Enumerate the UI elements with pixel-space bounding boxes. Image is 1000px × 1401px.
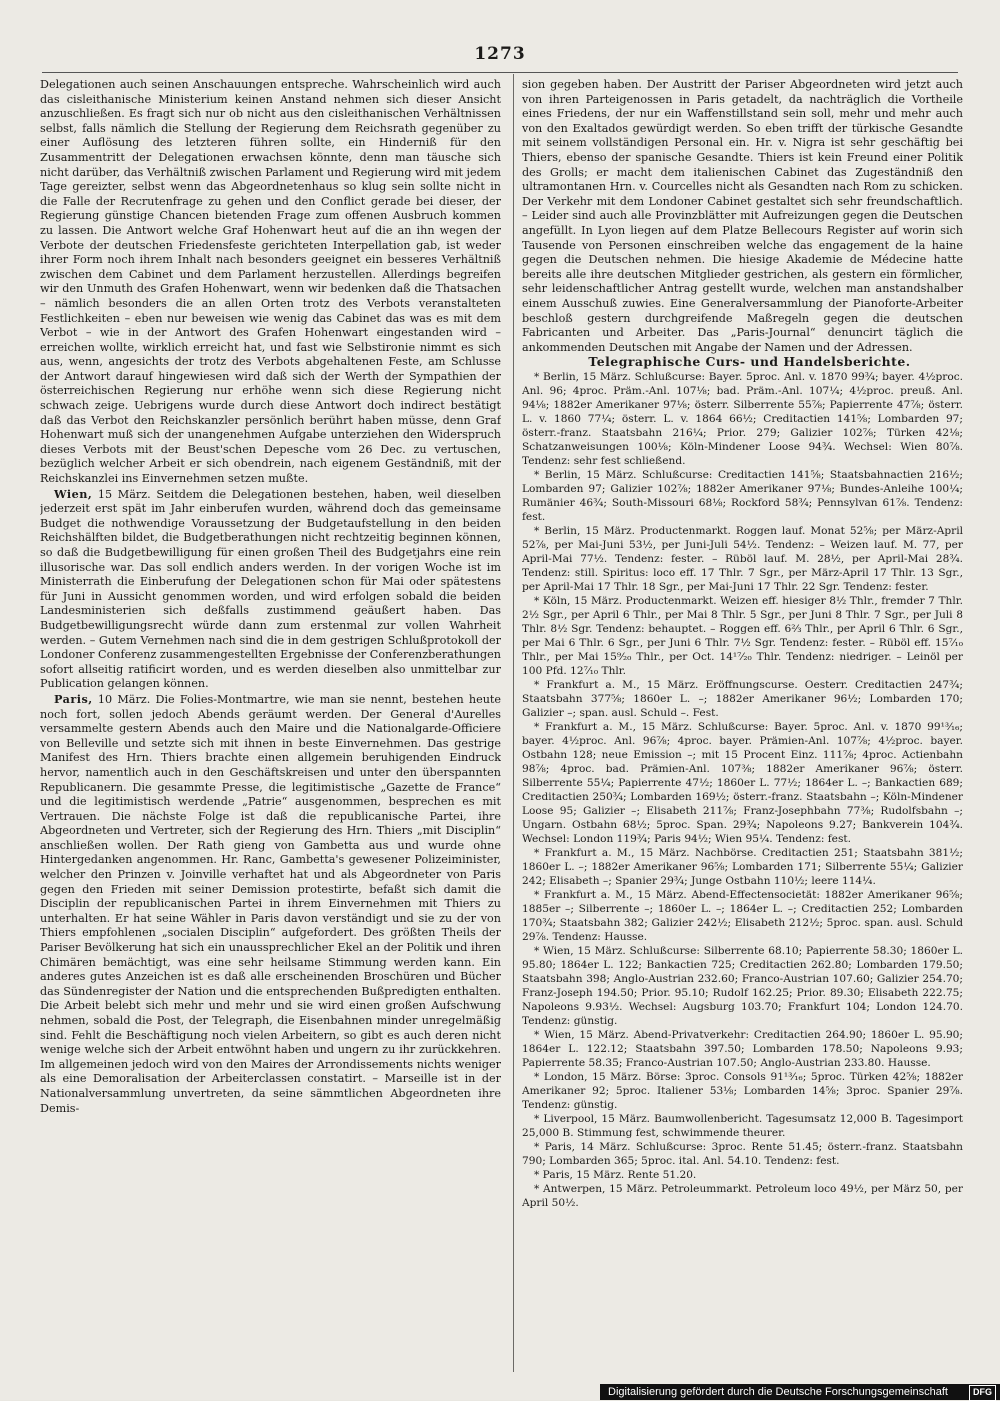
header-rule: [42, 72, 958, 73]
column-divider: [513, 74, 514, 1372]
dateline-date: 15 März.: [97, 487, 151, 501]
market-report: * Antwerpen, 15 März. Petroleummarkt. Petroleum loco 49½, per März 50, per April 50½.: [522, 1182, 963, 1209]
page-number: 1273: [474, 44, 526, 64]
wien-article: [40, 487, 501, 692]
article-paragraph: Delegationen auch seinen Anschauungen entspreche. Wahrscheinlich wird auch das cisleithanische Ministerium keinen Anstand nehmen sich dieser Ansicht anzuschließen. Es fragt sich nur ob nicht aus den cisleithanischen Verhältnissen selbst, falls nämlich die Stellung der Regierung dem Reichsrath gegenüber zu einer Auflösung des letzteren führen sollte, ein Hinderniß für den Zusammentritt der Delegationen erwachsen könnte, denn man täusche sich nicht darüber, das Verhältniß zwischen Parlament und Regierung wird mit jedem Tage gereizter, selbst wenn das Abgeordnetenhaus so klug sein sollte nicht in die Falle der Recrutenfrage zu gehen und den Conflict gerade bei dieser, der Regierung günstige Chancen bietenden Frage zum offenen Ausbruch kommen zu lassen. Die Antwort welche Graf Hohenwart heut auf die an ihn wegen der Verbote der deutschen Friedensfeste gerichteten Interpellation gab, ist weder ihrer Form noch ihrem Inhalt nach besonders geeignet ein besseres Verhältniß zwischen dem Cabinet und dem Parlament herzustellen. Allerdings begreifen wir den Unmuth des Grafen Hohenwart, wenn wir bedenken daß die Thatsachen – nämlich besonders die an allen Orten trotz des Verbots veranstalteten Festlichkeiten – eben nur beweisen wie wenig das Cabinet das was es mit dem Verbot – wie in der Antwort des Grafen Hohenwart eingestanden wird – erreichen wollte, wirklich erreicht hat, und fast wie Selbstironie nimmt es sich aus, wenn, angesichts der trotz des Verbots abgehaltenen Feste, am Schlusse der Antwort darauf hingewiesen wird daß sich der Werth der Sympathien der österreichischen Regierung nur erhöhe wenn sich diese Regierung nicht schwach zeige. Uebrigens wurde durch diese Antwort doch indirect bestätigt daß das Verbot den Reichskanzler persönlich berührt haben müsse, denn Graf Hohenwart muß sich der unangenehmen Aufgabe unterziehen den Widerspruch dieses Verbots mit der Beust'schen Depesche vom 26 Dec. zu vertuschen, bezüglich welcher Arbeit er sich obendrein, nach eigenem Geständniß, mit der Reichskanzlei ins Einvernehmen setzen mußte.: [40, 78, 501, 486]
article-continuation: sion gegeben haben. Der Austritt der Pariser Abgeordneten wird jetzt auch von ihren Parteigenossen in Paris getadelt, da nachträglich die Vortheile eines Friedens, der nur ein Waffenstillstand sein soll, mehr und mehr auch von den Exaltados gewürdigt werden. So eben trifft der türkische Gesandte mit seinem vollständigen Personal ein. Hr. v. Nigra ist sehr geschäftig bei Thiers, ebenso der spanische Gesandte. Thiers ist kein Freund einer Politik des Grolls; er macht dem italienischen Cabinet das Zugeständniß den ultramontanen Hrn. v. Courcelles nicht als Gesandten nach Rom zu schicken. Der Verkehr mit dem Londoner Cabinet gestaltet sich sehr freundschaftlich. – Leider sind auch alle Provinzblätter mit Aufreizungen gegen die Deutschen angefüllt. In Lyon liegen auf dem Platze Bellecours Register auf worin sich Tausende von Personen einschreiben welche das engagement de la haine gegen die Deutschen nehmen. Die hiesige Akademie de Médecine hatte bereits alle ihre deutschen Mitglieder gestrichen, als gestern ein förmlicher, sehr leidenschaftlicher Antrag gestellt wurde, welchen man anstandshalber einem Ausschuß zuwies. Eine Generalversammlung der Pianoforte-Arbeiter beschloß gestern durchgreifende Maßregeln gegen die deutschen Fabricanten und Arbeiter. Das „Paris-Journal“ denuncirt täglich die ankommenden Deutschen mit Angabe der Namen und der Adressen.: [522, 78, 963, 354]
market-report: * Wien, 15 März. Schlußcurse: Silberrente 68.10; Papierrente 58.30; 1860er L. 95.80; 1864er L. 122; Bankactien 725; Creditactien 262.80; Lombarden 179.50; Staatsbahn 398; Anglo-Austrian 232.60; Franco-Austrian 107.60; Galizier 254.70; Franz-Joseph 194.50; Prior. 95.10; Rudolf 162.25; Prior. 89.30; Elisabeth 222.75; Napoleons 9.93½. Wechsel: Augsburg 103.70; Frankfurt 104; London 124.70. Tendenz: günstig.: [522, 944, 963, 1027]
market-report: * Köln, 15 März. Productenmarkt. Weizen eff. hiesiger 8½ Thlr., fremder 7 Thlr. 2½ Sgr., per April 6 Thlr., per Mai 8 Thlr. 5 Sgr., per Juni 8 Thlr. 7 Sgr., per Juli 8 Thlr. 8½ Sgr. Tendenz: behauptet. – Roggen eff. 6⅔ Thlr., per April 6 Thlr. 6 Sgr., per Mai 6 Thlr. 6 Sgr., per Juni 6 Thlr. 7½ Sgr. Tendenz: fester. – Rüböl eff. 15⁷⁄₁₀ Thlr., per Mai 15⁹⁄₂₀ Thlr., per Oct. 14¹⁷⁄₂₀ Thlr. Tendenz: niedriger. – Leinöl per 100 Pfd. 12⁷⁄₁₀ Thlr.: [522, 594, 963, 677]
footer-text: Digitalisierung gefördert durch die Deutsche Forschungsgemeinschaft: [608, 1386, 948, 1398]
right-column: [522, 78, 963, 1368]
dateline-paris: Paris,: [54, 691, 93, 706]
paris-article: [40, 692, 501, 1116]
market-report: * Berlin, 15 März. Schlußcurse: Bayer. 5proc. Anl. v. 1870 99¾; bayer. 4½proc. Anl. 96; 4proc. Präm.-Anl. 107⅛; bad. Präm.-Anl. 107¼; 4½proc. preuß. Anl. 94⅛; 1882er Amerikaner 97⅛; österr. Silberrente 55⅞; Papierrente 47⅞; österr. L. v. 1860 77¼; österr. L. v. 1864 66½; Creditactien 141⅝; Lombarden 97; österr.-franz. Staatsbahn 216¼; Prior. 279; Galizier 102⅞; Türken 42⅛; Schatzanweisungen 100⅛; Köln-Mindener Loose 94¾. Wechsel: Wien 80⅞. Tendenz: sehr fest schließend.: [522, 370, 963, 467]
market-report: * Berlin, 15 März. Productenmarkt. Roggen lauf. Monat 52⅝; per März-April 52⅞, per Mai-Juni 53½, per Juni-Juli 54½. Tendenz: – Weizen lauf. M. 77, per April-Mai 77½. Tendenz: fester. – Rüböl lauf. M. 28½, per April-Mai 28¾. Tendenz: still. Spiritus: loco eff. 17 Thlr. 7 Sgr., per März-April 17 Thlr. 13 Sgr., per April-Mai 17 Thlr. 18 Sgr., per Mai-Juni 17 Thlr. 22 Sgr. Tendenz: fester.: [522, 524, 963, 593]
market-report: * Wien, 15 März. Abend-Privatverkehr: Creditactien 264.90; 1860er L. 95.90; 1864er L. 122.12; Staatsbahn 397.50; Lombarden 178.50; Napoleons 9.93; Papierrente 58.35; Franco-Austrian 107.50; Anglo-Austrian 233.80. Hausse.: [522, 1028, 963, 1069]
paris-article-text: Die Folies-Montmartre, wie man sie nennt, bestehen heute noch fort, sollen jedoch Abends geräumt werden. Der General d'Aurelles versammelte gestern Abends auch den Maire und die Nationalgarde-Officiere von Belleville und setzte sich mit ihnen in beste Einvernehmen. Das gestrige Manifest des Hrn. Thiers brachte einen allgemein beruhigenden Eindruck hervor, namentlich auch in den Geschäftskreisen und unter den überspannten Republicanern. Die gesammte Presse, die legitimistische „Gazette de France“ und die legitimistisch werdende „Patrie“ ausgenommen, besprechen es mit Vertrauen. Die nächste Folge ist daß die republicanische Partei, ihre Abgeordneten und Vertreter, sich der Regierung des Hrn. Thiers „mit Disciplin“ anschließen wollen. Der Rath gieng von Gambetta aus und wurde ohne Hintergedanken angenommen. Hr. Ranc, Gambetta's gewesener Polizeiminister, welcher den Prinzen v. Joinville verhaftet hat und als Abgeordneter von Paris gegen den Frieden mit seiner Demission protestirte, befaßt sich damit die Disciplin der republicanischen Partei in ihrem Einvernehmen mit Thiers zu unterhalten. Er hat seine Wähler in Paris davon verständigt und sie zu der von Thiers empfohlenen „socialen Disciplin“ aufgefordert. Des größten Theils der Pariser Bevölkerung hat sich ein unaussprechlicher Ekel an der Politik und ihren Chimären bemächtigt, was eine sehr heilsame Stimmung werden kann. Ein anderes gutes Anzeichen ist es daß alle erscheinenden Broschüren und Bücher das Sündenregister der Nation und die entsprechenden Bußpredigten enthalten. Die Arbeit belebt sich mehr und mehr und sie wird einen großen Aufschwung nehmen, sobald die Post, der Telegraph, die Eisenbahnen minder unregelmäßig sind. Fehlt die Beschäftigung noch vielen Arbeitern, so gibt es auch deren nicht wenige welche sich der Arbeit entwöhnt haben und ungern zu ihr zurückkehren. Im allgemeinen jedoch wird von den Maires der Arrondissements nichts weniger als eine Demoralisation der Arbeiterclassen constatirt. – Marseille ist in der Nationalversammlung unvertreten, da seine sämmtlichen Abgeordneten ihre Demis-: [40, 692, 501, 1115]
market-report: * Liverpool, 15 März. Baumwollenbericht. Tagesumsatz 12,000 B. Tagesimport 25,000 B. Stimmung fest, schwimmende theurer.: [522, 1112, 963, 1139]
market-reports: [522, 370, 963, 1210]
left-column: [40, 78, 501, 1368]
market-report: * Frankfurt a. M., 15 März. Nachbörse. Creditactien 251; Staatsbahn 381½; 1860er L. –; 1882er Amerikaner 96⅝; Lombarden 171; Silberrente 55¼; Galizier 242; Elisabeth –; Spanier 29¾; Junge Ostbahn 110½; leere 114¼.: [522, 846, 963, 887]
market-report: * Paris, 14 März. Schlußcurse: 3proc. Rente 51.45; österr.-franz. Staatsbahn 790; Lombarden 365; 5proc. ital. Anl. 54.10. Tendenz: fest.: [522, 1140, 963, 1167]
digitization-footer: [600, 1384, 1000, 1400]
dfg-logo: DFG: [969, 1385, 996, 1401]
dateline-wien: Wien,: [54, 486, 93, 501]
dateline-date: 10 März.: [97, 692, 151, 706]
market-report: * Paris, 15 März. Rente 51.20.: [534, 1168, 697, 1181]
market-report: * London, 15 März. Börse: 3proc. Consols 91¹³⁄₁₆; 5proc. Türken 42⅝; 1882er Amerikaner 92; 5proc. Italiener 53⅛; Lombarden 14⅝; 3proc. Spanier 29⅞. Tendenz: günstig.: [522, 1070, 963, 1111]
section-title: Telegraphische Curs- und Handelsberichte.: [588, 354, 911, 370]
market-report: * Frankfurt a. M., 15 März. Abend-Effectensocietät: 1882er Amerikaner 96⅝; 1885er –; Silberrente –; 1860er L. –; 1864er L. –; Creditactien 252; Lombarden 170¾; Staatsbahn 382; Galizier 242½; Elisabeth 212½; 5proc. span. ausl. Schuld 29⅞. Tendenz: Hausse.: [522, 888, 963, 943]
market-report: * Frankfurt a. M., 15 März. Schlußcurse: Bayer. 5proc. Anl. v. 1870 99¹³⁄₁₆; bayer. 4½proc. Anl. 96⅞; 4proc. bayer. Prämien-Anl. 107⅞; 4½proc. bayer. Ostbahn 128; neue Emission –; mit 15 Procent Einz. 111⅞; 4proc. Actienbahn 98⅞; 4proc. bad. Prämien-Anl. 107⅜; 1882er Amerikaner 96⅞; österr. Silberrente 55¼; Papierrente 47½; 1860er L. 77½; 1864er L. –; Bankactien 689; Creditactien 250¾; Lombarden 169½; österr.-franz. Staatsbahn –; Köln-Mindener Loose 95; Galizier –; Elisabeth 211⅞; Franz-Josephbahn 77⅜; Rudolfsbahn –; Ungarn. Ostbahn 68½; 5proc. Span. 29¾; Napoleons 9.27; Bankverein 104¾. Wechsel: London 119¾; Paris 94½; Wien 95¼. Tendenz: fest.: [522, 720, 963, 845]
market-report: * Berlin, 15 März. Schlußcurse: Creditactien 141⅝; Staatsbahnactien 216½; Lombarden 97; Galizier 102⅞; 1882er Amerikaner 97⅛; Bundes-Anleihe 100¼; Rumänier 46¾; South-Missouri 68⅛; Rockford 58¾; Pennsylvan 61⅞. Tendenz: fest.: [522, 468, 963, 523]
wien-article-text: Seitdem die Delegationen bestehen, haben, weil dieselben jederzeit erst spät im Jahr einberufen wurden, während doch das gemeinsame Budget die nothwendige Voraussetzung der Budgetaufstellung in den beiden Reichshälften bildet, die Budgetberathungen nicht rechtzeitig beginnen können, so daß die Budgetbewilligung für einen großen Theil des Budgetjahrs eine rein illusorische war. Das soll endlich anders werden. In der vorigen Woche ist im Ministerrath die Einberufung der Delegationen schon für Mai oder spätestens für Juni in Aussicht genommen worden, und wird erfolgen sobald die beiden Landesministerien sich deßfalls zustimmend geäußert haben. Das Budgetbewilligungsrecht würde dann zum erstenmal zur vollen Wahrheit werden. – Gutem Vernehmen nach sind die in dem gestrigen Schlußprotokoll der Londoner Conferenz zusammengestellten Ergebnisse der Conferenzberathungen sofort allseitig ratificirt worden, und es werden dieselben also unmittelbar zur Publication gelangen können.: [40, 487, 501, 691]
market-report: * Frankfurt a. M., 15 März. Eröffnungscurse. Oesterr. Creditactien 247¾; Staatsbahn 377⅝; 1860er L. –; 1882er Amerikaner 96½; Lombarden 170; Galizier –; span. ausl. Schuld –. Fest.: [522, 678, 963, 719]
